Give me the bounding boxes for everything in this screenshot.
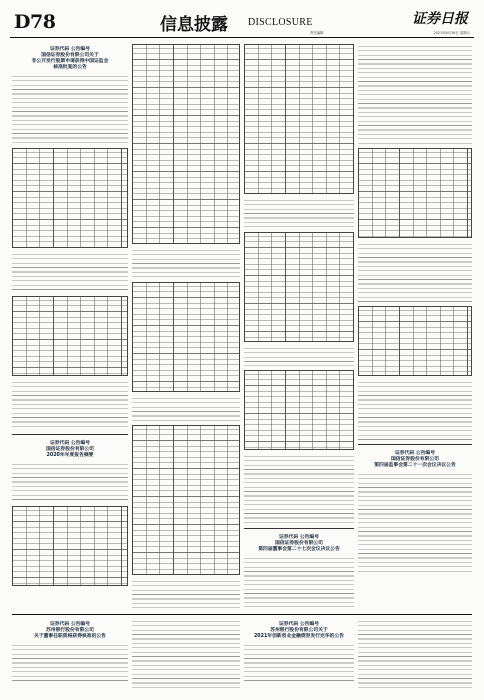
- body-text: [244, 643, 354, 683]
- body-text: [132, 579, 240, 609]
- bottom-column-1: [12, 619, 128, 691]
- data-table: [12, 296, 128, 376]
- body-text: [132, 619, 240, 689]
- data-table: [358, 148, 472, 238]
- column-4: [358, 44, 472, 610]
- notice-title: 证券代码 公告编号 国信证券股份有限公司 第四届董事会第二十七次会议决议公告: [258, 535, 340, 552]
- notice-title: 证券代码 公告编号 苏州银行股份有限公司 关于董事任职资格获得核准的公告: [34, 622, 106, 639]
- data-table: [358, 306, 472, 376]
- bottom-column-4: [358, 619, 472, 691]
- bottom-column-3: [244, 619, 354, 691]
- data-table: [244, 232, 354, 342]
- column-1: [12, 44, 128, 610]
- body-text: [12, 380, 128, 430]
- data-table: [132, 44, 240, 244]
- bottom-column-2: [132, 619, 240, 691]
- data-table: [12, 148, 128, 248]
- notice-title: 证券代码 公告编号 国信证券股份有限公司关于 非公开发行股票申请获得中国证监会 核准批复的公告: [31, 47, 109, 70]
- body-text: [358, 380, 472, 440]
- body-text: [358, 472, 472, 572]
- body-text: [12, 74, 128, 144]
- masthead-logo: 证券日报: [412, 11, 468, 27]
- body-text: [12, 643, 128, 683]
- data-table: [12, 506, 128, 586]
- column-3: [244, 44, 354, 610]
- body-text: [358, 619, 472, 689]
- body-text: [12, 462, 128, 502]
- body-text: [358, 242, 472, 302]
- section-title: 信息披露: [160, 15, 228, 35]
- divider: [12, 434, 128, 435]
- data-table: [132, 282, 240, 392]
- bottom-band: [12, 614, 472, 692]
- body-text: [244, 454, 354, 524]
- data-table: [132, 425, 240, 575]
- page-header: [10, 8, 474, 38]
- body-text: [12, 252, 128, 292]
- data-table: [244, 370, 354, 450]
- body-text: [132, 396, 240, 421]
- notice-title: 证券代码 公告编号 苏州银行股份有限公司关于 2021年创新创业金融债券发行完毕的公告: [253, 622, 345, 639]
- editor-credit: 责任编辑: [310, 31, 324, 35]
- page-number: D78: [14, 11, 56, 33]
- column-2: [132, 44, 240, 610]
- notice-title: 证券代码 公告编号 国信证券股份有限公司 2020年年度报告摘要: [46, 441, 94, 458]
- body-text: [358, 44, 472, 144]
- body-text: [132, 248, 240, 278]
- body-text: [244, 198, 354, 228]
- section-title-en: DISCLOSURE: [248, 17, 313, 28]
- body-text: [244, 556, 354, 610]
- data-table: [244, 44, 354, 194]
- divider: [358, 444, 472, 445]
- body-text: [244, 346, 354, 366]
- header-date: 2021年6月26日 星期六: [433, 31, 470, 35]
- divider: [244, 528, 354, 529]
- notice-title: 证券代码 公告编号 国信证券股份有限公司 第四届监事会第二十一次会议决议公告: [374, 451, 456, 468]
